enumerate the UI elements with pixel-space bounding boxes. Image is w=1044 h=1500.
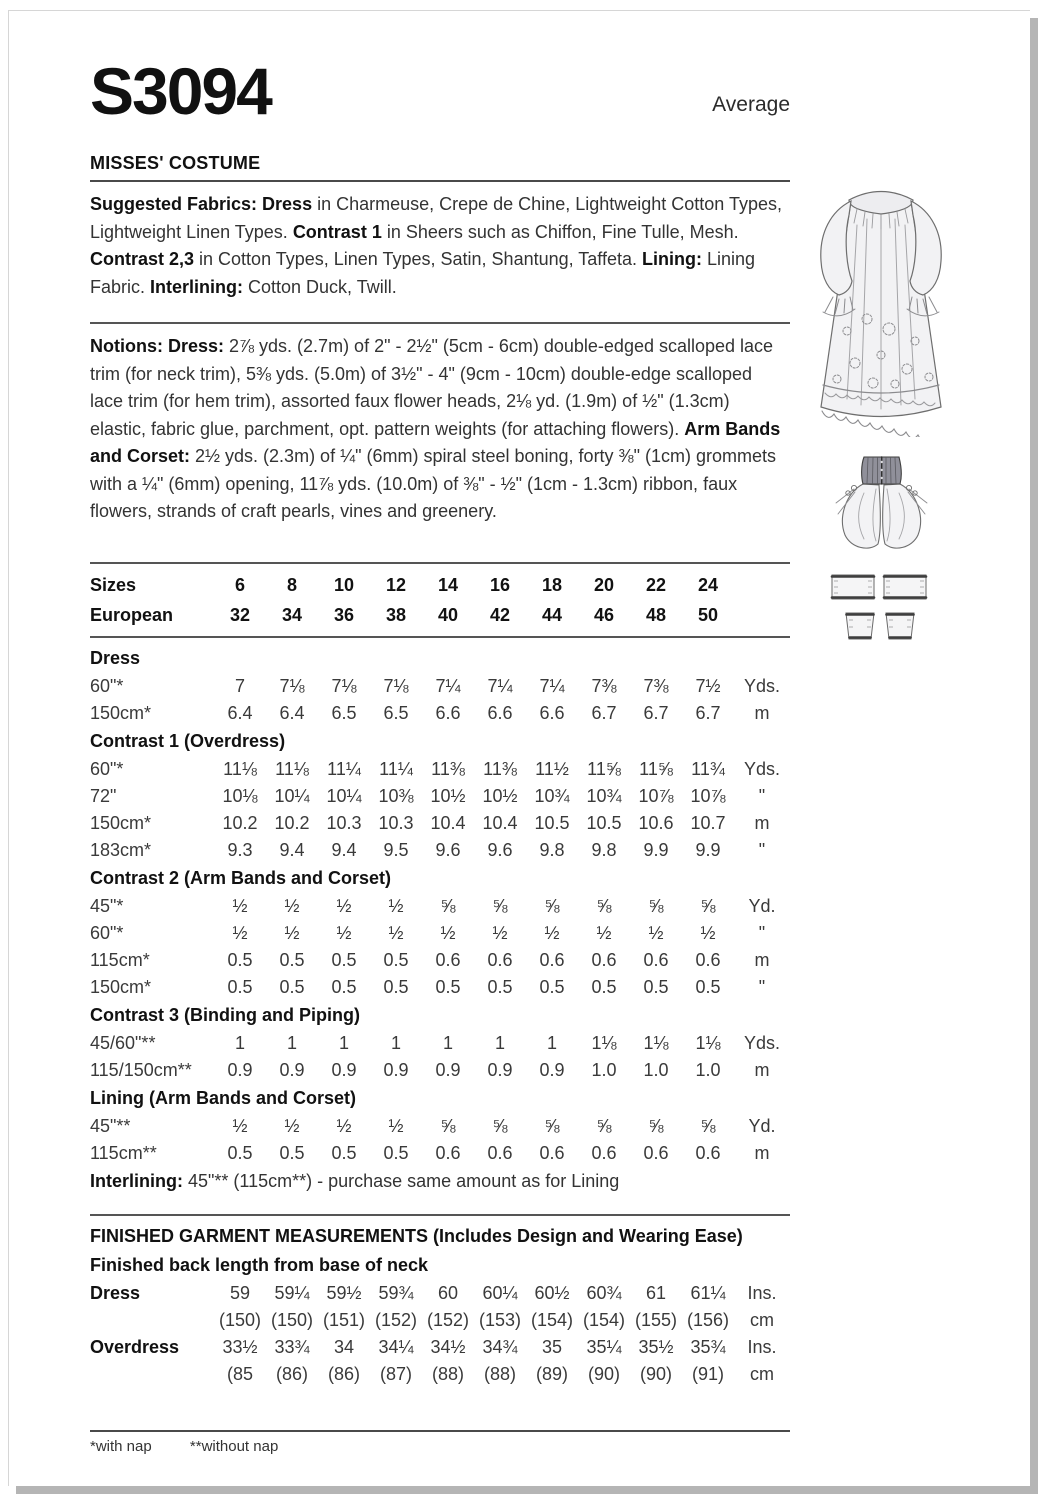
unit-label: m: [754, 812, 770, 833]
row-label: [90, 1361, 214, 1388]
size-value: 0.9: [487, 1059, 513, 1080]
size-value: 6.5: [331, 702, 357, 723]
unit-label: Ins.: [747, 1336, 777, 1357]
size-value: 0.5: [279, 1142, 305, 1163]
size-value: 7⅜: [591, 675, 617, 696]
divider: [90, 562, 790, 564]
size-value: ⅝: [596, 895, 612, 916]
size-value: 10.5: [586, 812, 622, 833]
garment-title: MISSES' COSTUME: [90, 153, 261, 173]
size-value: (88): [431, 1363, 464, 1384]
size-value: 9.4: [279, 839, 305, 860]
header: [90, 55, 790, 127]
footer: [90, 1430, 790, 1455]
size-value: 1.0: [643, 1059, 669, 1080]
arm-bands-illustration: [829, 567, 929, 645]
size-value: 7¼: [539, 675, 565, 696]
size-value: ⅝: [648, 1115, 664, 1136]
main-content-column: [90, 41, 790, 1455]
size-value: 10¾: [586, 785, 622, 806]
row-label: 115cm**: [90, 1142, 157, 1163]
unit-label: ": [758, 839, 766, 860]
size-value: 34: [281, 604, 303, 625]
size-value: 7⅜: [643, 675, 669, 696]
size-value: ½: [336, 922, 352, 943]
size-value: (90): [587, 1363, 620, 1384]
size-value: 7¼: [487, 675, 513, 696]
size-value: (152): [426, 1309, 470, 1330]
row-label: 150cm*: [90, 976, 152, 997]
size-value: 0.6: [643, 949, 669, 970]
size-value: 10.7: [690, 812, 726, 833]
size-value: 0.6: [591, 949, 617, 970]
unit-label: ": [758, 922, 766, 943]
size-value: ½: [440, 922, 456, 943]
row-label: 45"*: [90, 895, 124, 916]
size-value: 34½: [430, 1336, 466, 1357]
suggested-fabrics-paragraph: Suggested Fabrics: Dress in Charmeuse, Crepe de Chine, Lightweight Cotton Types, Lightweight Linen Types. Contrast 1 in Sheers such as Chiffon, Fine Tulle, Mesh. Contrast 2,3 in Cotton Types, Linen Types, Satin, Shantung, Taffeta. Lining: Lining Fabric. Interlining: Cotton Duck, Twill.: [90, 194, 783, 297]
row-label: 150cm*: [90, 702, 152, 723]
size-value: 10⅞: [690, 785, 726, 806]
size-value: 0.5: [227, 1142, 253, 1163]
size-value: 0.5: [435, 976, 461, 997]
row-label: 72": [90, 785, 117, 806]
size-value: 6.6: [435, 702, 461, 723]
section-heading: Finished back length from base of neck: [90, 1254, 429, 1275]
size-value: 0.5: [643, 976, 669, 997]
size-value: 1: [494, 1032, 505, 1053]
size-value: ½: [492, 922, 508, 943]
section-heading: Lining (Arm Bands and Corset): [90, 1087, 357, 1108]
size-value: 0.5: [383, 949, 409, 970]
size-value: 10½: [482, 785, 518, 806]
size-value: 10⅜: [378, 785, 414, 806]
size-value: 0.6: [435, 949, 461, 970]
unit-label: [734, 600, 790, 630]
unit-label: m: [754, 1059, 770, 1080]
size-value: 50: [697, 604, 719, 625]
size-value: 16: [489, 574, 511, 595]
size-value: 1: [390, 1032, 401, 1053]
size-value: 11⅛: [223, 758, 257, 779]
size-value: 35½: [638, 1336, 674, 1357]
unit-label: m: [754, 1142, 770, 1163]
unit-label: Yds.: [743, 675, 781, 696]
size-value: 0.5: [331, 976, 357, 997]
size-value: 0.5: [331, 1142, 357, 1163]
size-value: (89): [535, 1363, 568, 1384]
with-nap-note: *with nap: [90, 1437, 152, 1455]
size-value: 1⅛: [643, 1032, 669, 1053]
size-value: 10¾: [534, 785, 570, 806]
unit-label: [734, 570, 790, 600]
corset-illustration: [824, 451, 939, 561]
size-value: (150): [218, 1309, 262, 1330]
without-nap-note: **without nap: [189, 1437, 279, 1455]
size-value: 9.9: [643, 839, 669, 860]
size-value: 0.9: [227, 1059, 253, 1080]
size-value: 9.6: [435, 839, 461, 860]
divider: [90, 636, 790, 638]
unit-label: cm: [750, 1309, 774, 1330]
size-value: (150): [270, 1309, 314, 1330]
size-value: ½: [232, 895, 248, 916]
size-value: ½: [284, 922, 300, 943]
size-value: 6: [234, 574, 245, 595]
size-value: ½: [336, 1115, 352, 1136]
row-label: 45/60"**: [90, 1032, 156, 1053]
size-value: 10.2: [222, 812, 258, 833]
section-heading: FINISHED GARMENT MEASUREMENTS (Includes Design and Wearing Ease): [90, 1225, 743, 1246]
pattern-number: S3094: [90, 54, 271, 128]
size-value: 11¼: [379, 758, 413, 779]
row-label: 115cm*: [90, 949, 150, 970]
row-label: Sizes: [90, 574, 137, 595]
size-value: 34: [333, 1336, 355, 1357]
size-value: 10¼: [274, 785, 310, 806]
size-value: 0.6: [539, 1142, 565, 1163]
size-value: ½: [544, 922, 560, 943]
unit-label: Yds.: [743, 1032, 781, 1053]
size-value: 46: [593, 604, 615, 625]
size-value: 59½: [326, 1282, 362, 1303]
size-value: 0.6: [643, 1142, 669, 1163]
size-value: 0.5: [695, 976, 721, 997]
size-value: 32: [229, 604, 251, 625]
row-label: 60"*: [90, 675, 124, 696]
size-value: 6.7: [695, 702, 721, 723]
size-value: 10: [333, 574, 355, 595]
size-value: 60¾: [586, 1282, 622, 1303]
size-value: 11¾: [691, 758, 725, 779]
row-label: Overdress: [90, 1336, 180, 1357]
size-value: ⅝: [440, 895, 456, 916]
size-value: 14: [437, 574, 459, 595]
interlining-note: Interlining: 45"** (115cm**) - purchase same amount as for Lining: [90, 1170, 620, 1191]
size-value: 10.4: [430, 812, 466, 833]
size-value: 0.5: [331, 949, 357, 970]
unit-label: m: [754, 702, 770, 723]
size-value: 6.4: [227, 702, 253, 723]
size-value: 0.5: [279, 976, 305, 997]
size-value: (88): [483, 1363, 516, 1384]
size-value: 10.6: [638, 812, 674, 833]
size-value: 60¼: [482, 1282, 518, 1303]
size-value: 10⅛: [222, 785, 258, 806]
finished-measurements-table: [90, 1208, 790, 1388]
size-value: 1: [234, 1032, 245, 1053]
size-value: 34¾: [482, 1336, 518, 1357]
corset-line-art-svg: [824, 451, 939, 561]
size-value: 35¼: [586, 1336, 622, 1357]
unit-label: Yds.: [743, 758, 781, 779]
size-value: 38: [385, 604, 407, 625]
size-value: 35¾: [690, 1336, 726, 1357]
divider: [90, 322, 790, 324]
size-value: 59¼: [274, 1282, 310, 1303]
row-label: [90, 1307, 214, 1334]
size-value: 10.3: [326, 812, 362, 833]
size-value: 6.5: [383, 702, 409, 723]
size-value: 7: [234, 675, 245, 696]
row-label: 60"*: [90, 758, 124, 779]
size-value: ½: [648, 922, 664, 943]
size-value: 7½: [695, 675, 721, 696]
size-value: ½: [336, 895, 352, 916]
size-value: ½: [700, 922, 716, 943]
size-value: ½: [596, 922, 612, 943]
size-value: 10.2: [274, 812, 310, 833]
size-value: 9.8: [591, 839, 617, 860]
size-value: 0.5: [539, 976, 565, 997]
section-heading: Contrast 2 (Arm Bands and Corset): [90, 867, 392, 888]
size-value: (87): [379, 1363, 412, 1384]
size-value: 1.0: [591, 1059, 617, 1080]
size-value: (90): [639, 1363, 672, 1384]
size-value: 18: [541, 574, 563, 595]
dress-illustration: [789, 181, 965, 437]
size-value: 0.9: [279, 1059, 305, 1080]
size-value: (152): [374, 1309, 418, 1330]
size-value: 10⅞: [638, 785, 674, 806]
size-value: ½: [388, 922, 404, 943]
pattern-envelope-back: [8, 10, 1030, 1486]
divider: [90, 180, 790, 182]
size-value: 0.5: [591, 976, 617, 997]
size-value: (156): [686, 1309, 730, 1330]
dress-line-art-svg: [789, 181, 965, 437]
row-label: European: [90, 604, 174, 625]
size-value: 0.6: [695, 1142, 721, 1163]
size-value: 0.6: [591, 1142, 617, 1163]
size-value: ⅝: [596, 1115, 612, 1136]
size-value: ½: [388, 895, 404, 916]
size-value: 10½: [430, 785, 466, 806]
size-value: 6.7: [591, 702, 617, 723]
size-value: 44: [541, 604, 563, 625]
size-value: ½: [284, 895, 300, 916]
size-value: 9.4: [331, 839, 357, 860]
size-value: 35: [541, 1336, 563, 1357]
size-value: 1⅛: [591, 1032, 617, 1053]
size-value: 34¼: [378, 1336, 414, 1357]
size-value: 40: [437, 604, 459, 625]
size-value: (86): [275, 1363, 308, 1384]
size-value: 60: [437, 1282, 459, 1303]
size-value: 7⅛: [331, 675, 357, 696]
size-value: ⅝: [648, 895, 664, 916]
size-value: 11¼: [327, 758, 361, 779]
size-value: (86): [327, 1363, 360, 1384]
size-value: ½: [232, 922, 248, 943]
size-value: ⅝: [700, 895, 716, 916]
size-value: 1.0: [695, 1059, 721, 1080]
size-value: (154): [582, 1309, 626, 1330]
size-value: 0.5: [279, 949, 305, 970]
row-label: 115/150cm**: [90, 1059, 192, 1080]
unit-label: ": [758, 785, 766, 806]
size-value: ⅝: [544, 1115, 560, 1136]
size-value: 60½: [534, 1282, 570, 1303]
notions-paragraph: Notions: Dress: 2⅞ yds. (2.7m) of 2" - 2½" (5cm - 6cm) double-edged scalloped lace trim (for neck trim), 5⅜ yds. (5.0m) of 3½" - 4" (9cm - 10cm) double-edge scalloped lace trim (for hem trim), assorted faux flower heads, 2⅛ yd. (1.9m) of ½" (1.3cm) elastic, fabric glue, parchment, opt. pattern weights (for attaching flowers). Arm Bands and Corset: 2½ yds. (2.3m) of ¼" (6mm) spiral steel boning, forty ⅜" (1cm) grommets with a ¼" (6mm) opening, 11⅞ yds. (10.0m) of ⅜" - ½" (1cm - 1.3cm) ribbon, faux flowers, strands of craft pearls, vines and greenery.: [90, 336, 781, 521]
size-value: 7⅛: [279, 675, 305, 696]
size-value: 0.6: [487, 1142, 513, 1163]
size-value: 22: [645, 574, 667, 595]
size-value: 0.6: [487, 949, 513, 970]
size-value: 8: [286, 574, 297, 595]
size-value: 7¼: [435, 675, 461, 696]
section-heading: Contrast 3 (Binding and Piping): [90, 1004, 360, 1025]
size-value: ⅝: [440, 1115, 456, 1136]
row-label: Dress: [90, 1282, 141, 1303]
size-value: 12: [385, 574, 407, 595]
size-value: 0.5: [487, 976, 513, 997]
size-value: 10.3: [378, 812, 414, 833]
size-value: (153): [478, 1309, 522, 1330]
size-value: 59: [229, 1282, 251, 1303]
row-label: 150cm*: [90, 812, 152, 833]
size-value: 9.5: [383, 839, 409, 860]
size-value: ⅝: [700, 1115, 716, 1136]
section-heading: Contrast 1 (Overdress): [90, 730, 286, 751]
size-value: 36: [333, 604, 355, 625]
size-value: 6.4: [279, 702, 305, 723]
size-value: ⅝: [544, 895, 560, 916]
size-value: (85: [226, 1363, 253, 1384]
size-value: 9.6: [487, 839, 513, 860]
size-value: 20: [593, 574, 615, 595]
divider: [90, 1430, 790, 1432]
size-value: 59¾: [378, 1282, 414, 1303]
size-value: 6.7: [643, 702, 669, 723]
size-value: 48: [645, 604, 667, 625]
size-value: ⅝: [492, 1115, 508, 1136]
size-value: 1: [338, 1032, 349, 1053]
size-value: 0.6: [695, 949, 721, 970]
size-value: (151): [322, 1309, 366, 1330]
size-value: 0.5: [383, 976, 409, 997]
size-value: 61¼: [690, 1282, 726, 1303]
size-value: 11⅛: [275, 758, 309, 779]
yardage-table: [90, 556, 790, 1196]
size-value: 61: [645, 1282, 667, 1303]
size-value: 33½: [222, 1336, 258, 1357]
size-value: 10.5: [534, 812, 570, 833]
size-value: 0.9: [383, 1059, 409, 1080]
size-value: 0.9: [435, 1059, 461, 1080]
row-label: 45"**: [90, 1115, 131, 1136]
size-value: (154): [530, 1309, 574, 1330]
size-value: 7⅛: [383, 675, 409, 696]
size-value: 6.6: [539, 702, 565, 723]
size-value: 11⅝: [587, 758, 621, 779]
size-value: 0.9: [539, 1059, 565, 1080]
difficulty-label: Average: [712, 93, 790, 116]
arm-bands-line-art-svg: [829, 567, 929, 645]
size-value: ½: [388, 1115, 404, 1136]
size-value: 24: [697, 574, 719, 595]
divider: [90, 1214, 790, 1216]
row-label: 183cm*: [90, 839, 152, 860]
size-value: ½: [284, 1115, 300, 1136]
size-value: 11⅜: [483, 758, 517, 779]
unit-label: ": [758, 976, 766, 997]
nap-footnote: [90, 1438, 790, 1455]
size-value: 0.9: [331, 1059, 357, 1080]
size-value: 0.5: [227, 949, 253, 970]
size-value: 10.4: [482, 812, 518, 833]
size-value: 1: [442, 1032, 453, 1053]
size-value: 1: [546, 1032, 557, 1053]
size-value: 6.6: [487, 702, 513, 723]
size-value: ⅝: [492, 895, 508, 916]
size-value: 9.8: [539, 839, 565, 860]
size-value: 42: [489, 604, 511, 625]
unit-label: Yd.: [748, 895, 776, 916]
size-value: 0.5: [227, 976, 253, 997]
size-value: 11⅜: [431, 758, 465, 779]
size-value: (91): [691, 1363, 724, 1384]
unit-label: Ins.: [747, 1282, 777, 1303]
size-value: 0.6: [539, 949, 565, 970]
size-value: 9.3: [227, 839, 253, 860]
size-value: 11⅝: [639, 758, 673, 779]
section-heading: Dress: [90, 647, 141, 668]
row-label: 60"*: [90, 922, 124, 943]
unit-label: cm: [750, 1363, 774, 1384]
size-value: 0.5: [383, 1142, 409, 1163]
size-value: 11½: [535, 758, 569, 779]
size-value: ½: [232, 1115, 248, 1136]
size-value: 1: [286, 1032, 297, 1053]
size-value: (155): [634, 1309, 678, 1330]
size-value: 9.9: [695, 839, 721, 860]
size-value: 10¼: [326, 785, 362, 806]
unit-label: Yd.: [748, 1115, 776, 1136]
unit-label: m: [754, 949, 770, 970]
size-value: 0.6: [435, 1142, 461, 1163]
size-value: 33¾: [274, 1336, 310, 1357]
size-value: 1⅛: [695, 1032, 721, 1053]
